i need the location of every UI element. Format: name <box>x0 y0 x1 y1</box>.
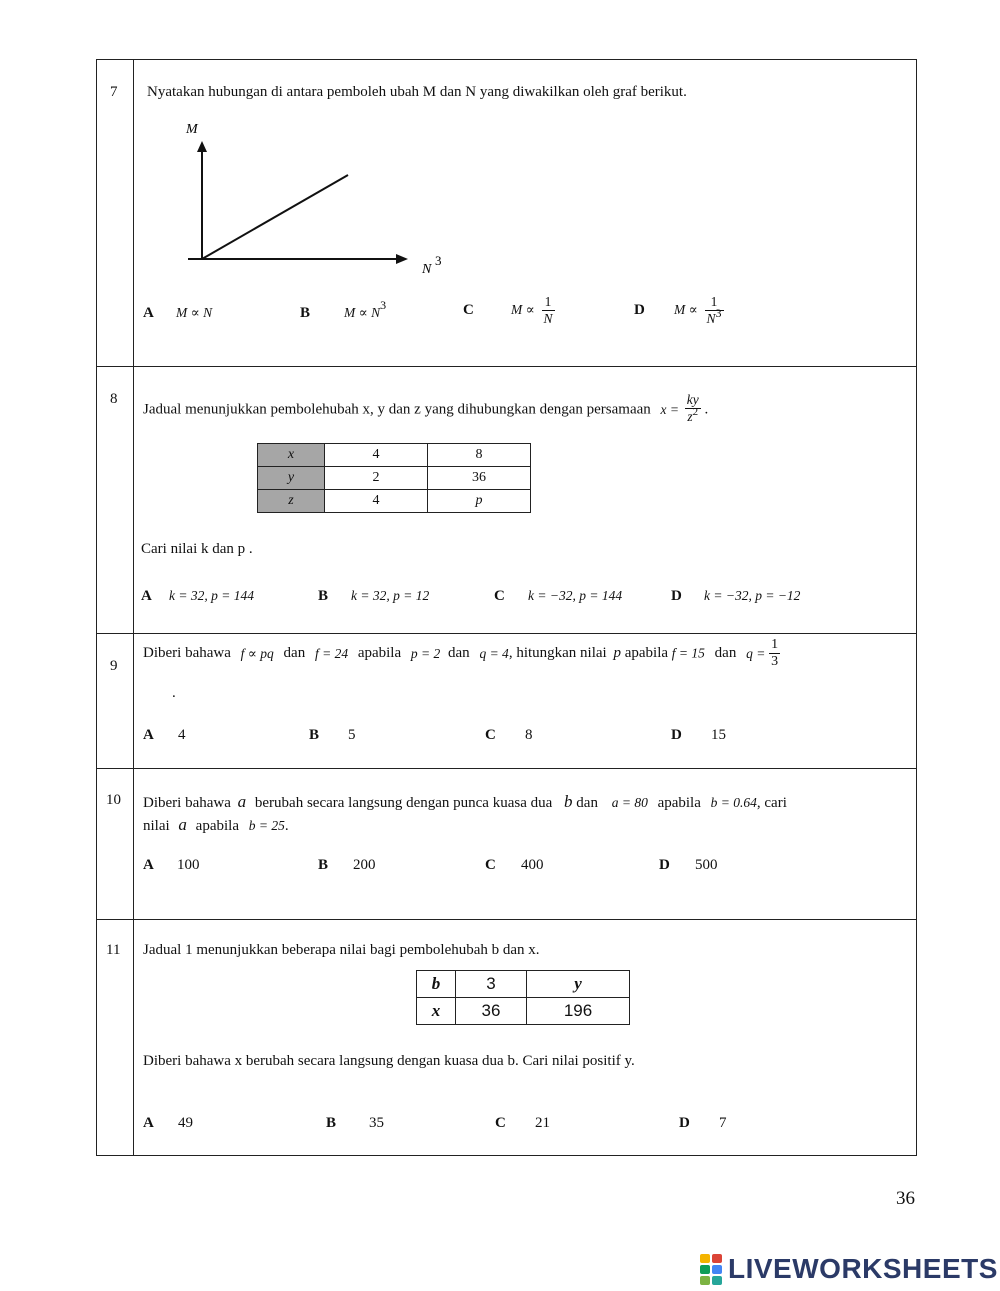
table-cell: 4 <box>325 444 428 467</box>
option-a[interactable] <box>143 857 200 874</box>
table-cell: 3 <box>456 971 527 998</box>
liveworksheets-logo[interactable] <box>700 1253 998 1285</box>
question-number: 9 <box>110 658 118 674</box>
row-divider-9-10 <box>96 768 917 769</box>
fraction-denominator: $z^2$ <box>687 405 699 424</box>
option-value: 500 <box>695 857 718 873</box>
table-left-border <box>96 59 97 1156</box>
option-expression: M ∝ N <box>176 305 213 320</box>
table-bottom-border <box>96 1155 917 1156</box>
option-letter: C <box>495 1115 506 1131</box>
option-expression: k = 32, p = 144 <box>169 588 254 603</box>
fraction-denominator: 3 <box>771 654 779 670</box>
option-d[interactable] <box>659 857 718 874</box>
question-prompt: Cari nilai k dan p . <box>141 541 253 557</box>
row-divider-7-8 <box>96 366 917 367</box>
table-cell: 2 <box>325 467 428 490</box>
table-cell: p <box>428 490 531 513</box>
option-c[interactable] <box>485 857 544 874</box>
fraction-denominator: N <box>543 310 553 326</box>
question-text: Jadual menunjukkan pembolehubah x, y dan z yang dihubungkan dengan persamaan x = $\frac{ky}{z^2}$ . <box>143 392 709 424</box>
option-c[interactable] <box>485 727 533 744</box>
table-row <box>258 444 531 467</box>
data-table <box>257 443 531 513</box>
fraction-denominator: N3 <box>706 305 722 326</box>
option-fraction <box>542 294 555 326</box>
option-expression: k = −32, p = −12 <box>704 588 801 603</box>
option-d[interactable] <box>679 1115 727 1132</box>
table-header-cell: y <box>258 467 325 490</box>
option-letter: C <box>485 727 496 743</box>
trailing-period: . <box>172 685 176 701</box>
table-number-column-border <box>133 59 134 1156</box>
table-cell: 196 <box>527 998 630 1025</box>
option-letter: C <box>494 588 505 604</box>
table-right-border <box>916 59 917 1156</box>
option-value: 49 <box>178 1115 193 1131</box>
option-letter: B <box>326 1115 337 1131</box>
question-number: 7 <box>110 84 118 100</box>
table-row <box>258 490 531 513</box>
fraction-numerator: 1 <box>705 294 724 311</box>
graph-x-axis-arrow <box>396 254 408 264</box>
option-value: 21 <box>535 1115 550 1131</box>
option-b[interactable] <box>309 727 356 744</box>
proportion-graph <box>180 115 450 280</box>
table-cell: 8 <box>428 444 531 467</box>
option-c[interactable] <box>495 1115 550 1132</box>
option-value: 100 <box>177 857 200 873</box>
option-expression: k = −32, p = 144 <box>528 588 623 603</box>
question-text-line-1: Diberi bahawa a berubah secara langsung dengan punca kuasa dua b dan a = 80 apabila b = 0.64, cari <box>143 792 787 811</box>
table-cell: 36 <box>456 998 527 1025</box>
question-text: Jadual 1 menunjukkan beberapa nilai bagi pembolehubah b dan x. <box>143 942 540 958</box>
table-top-border <box>96 59 917 60</box>
data-table <box>416 970 630 1025</box>
question-text: Nyatakan hubungan di antara pemboleh ubah M dan N yang diwakilkan oleh graf berikut. <box>147 84 687 100</box>
option-fraction <box>705 294 724 326</box>
option-a[interactable] <box>141 588 254 605</box>
question-text-line-2: nilai a apabila b = 25. <box>143 815 289 834</box>
question-number: 8 <box>110 391 118 407</box>
logo-icon <box>700 1254 722 1285</box>
option-letter: A <box>143 857 154 873</box>
option-value: 35 <box>369 1115 384 1131</box>
option-letter: A <box>141 588 152 604</box>
denominator-exponent: 3 <box>715 305 722 320</box>
option-letter: B <box>309 727 320 743</box>
logo-text: LIVEWORKSHEETS <box>728 1253 998 1284</box>
logo-tile <box>712 1254 722 1263</box>
fraction-numerator: 1 <box>769 637 780 654</box>
equation-fraction <box>685 392 701 424</box>
denominator-exponent: 2 <box>692 405 699 418</box>
option-letter: D <box>634 301 645 318</box>
graph-y-axis-arrow <box>197 141 207 152</box>
equation-end: . <box>704 401 709 418</box>
option-d[interactable] <box>671 727 726 744</box>
logo-tile <box>712 1265 722 1274</box>
option-letter: C <box>485 857 496 873</box>
row-divider-10-11 <box>96 919 917 920</box>
equation-fraction <box>769 637 780 670</box>
fraction-numerator: ky <box>686 392 699 407</box>
question-prompt: Diberi bahawa x berubah secara langsung dengan kuasa dua b. Cari nilai positif y. <box>143 1053 635 1069</box>
question-text: Diberi bahawa f ∝ pq dan f = 24 apabila p = 2 dan q = 4, hitungkan nilai p apabila f = 15 dan q = $\frac{1}{3}$ <box>143 637 779 670</box>
option-letter: C <box>463 301 474 318</box>
table-cell: y <box>527 971 630 998</box>
option-c[interactable] <box>463 294 555 326</box>
fraction-numerator: 1 <box>542 294 555 311</box>
graph-line <box>202 175 348 259</box>
equation-lhs: x = <box>660 401 680 417</box>
option-expression: k = 32, p = 12 <box>351 588 430 603</box>
table-cell: 36 <box>428 467 531 490</box>
option-c[interactable] <box>494 588 622 605</box>
option-letter: D <box>659 857 670 873</box>
option-value: 400 <box>521 857 544 873</box>
option-b[interactable] <box>318 857 376 874</box>
table-row <box>417 998 630 1025</box>
logo-tile <box>700 1276 710 1285</box>
option-a[interactable] <box>143 727 186 744</box>
graph-x-axis-label: N <box>422 262 432 277</box>
question-number: 10 <box>106 792 121 808</box>
option-prefix: M ∝ <box>674 302 698 318</box>
option-letter: B <box>318 857 329 873</box>
option-b[interactable] <box>318 588 429 605</box>
logo-tile <box>700 1265 710 1274</box>
table-header-cell: x <box>417 998 456 1025</box>
option-letter: A <box>143 305 154 321</box>
option-letter: D <box>679 1115 690 1131</box>
option-value: 4 <box>178 727 186 743</box>
graph-x-axis-exponent: 3 <box>435 253 442 268</box>
table-row <box>417 971 630 998</box>
option-a[interactable] <box>143 1115 193 1132</box>
option-value: 7 <box>719 1115 727 1131</box>
logo-tile <box>712 1276 722 1285</box>
table-cell: 4 <box>325 490 428 513</box>
logo-tile <box>700 1254 710 1263</box>
table-header-cell: b <box>417 971 456 998</box>
option-b[interactable] <box>326 1115 384 1132</box>
table-header-cell: x <box>258 444 325 467</box>
option-letter: B <box>318 588 329 604</box>
option-a[interactable] <box>143 305 212 322</box>
option-expression: M ∝ N <box>344 305 381 320</box>
page-number: 36 <box>896 1188 915 1209</box>
table-row <box>258 467 531 490</box>
option-value: 8 <box>525 727 533 743</box>
option-value: 5 <box>348 727 356 743</box>
question-number: 11 <box>106 942 121 958</box>
option-prefix: M ∝ <box>511 302 535 318</box>
option-letter: B <box>300 305 311 321</box>
option-b[interactable] <box>300 298 387 322</box>
option-exponent: 3 <box>380 298 387 312</box>
option-letter: D <box>671 727 682 743</box>
option-d[interactable] <box>671 588 800 605</box>
option-letter: A <box>143 727 154 743</box>
graph-y-axis-label: M <box>186 122 198 137</box>
row-divider-8-9 <box>96 633 917 634</box>
table-header-cell: z <box>258 490 325 513</box>
option-letter: D <box>671 588 682 604</box>
option-d[interactable] <box>634 294 724 326</box>
option-value: 200 <box>353 857 376 873</box>
option-value: 15 <box>711 727 726 743</box>
option-letter: A <box>143 1115 154 1131</box>
